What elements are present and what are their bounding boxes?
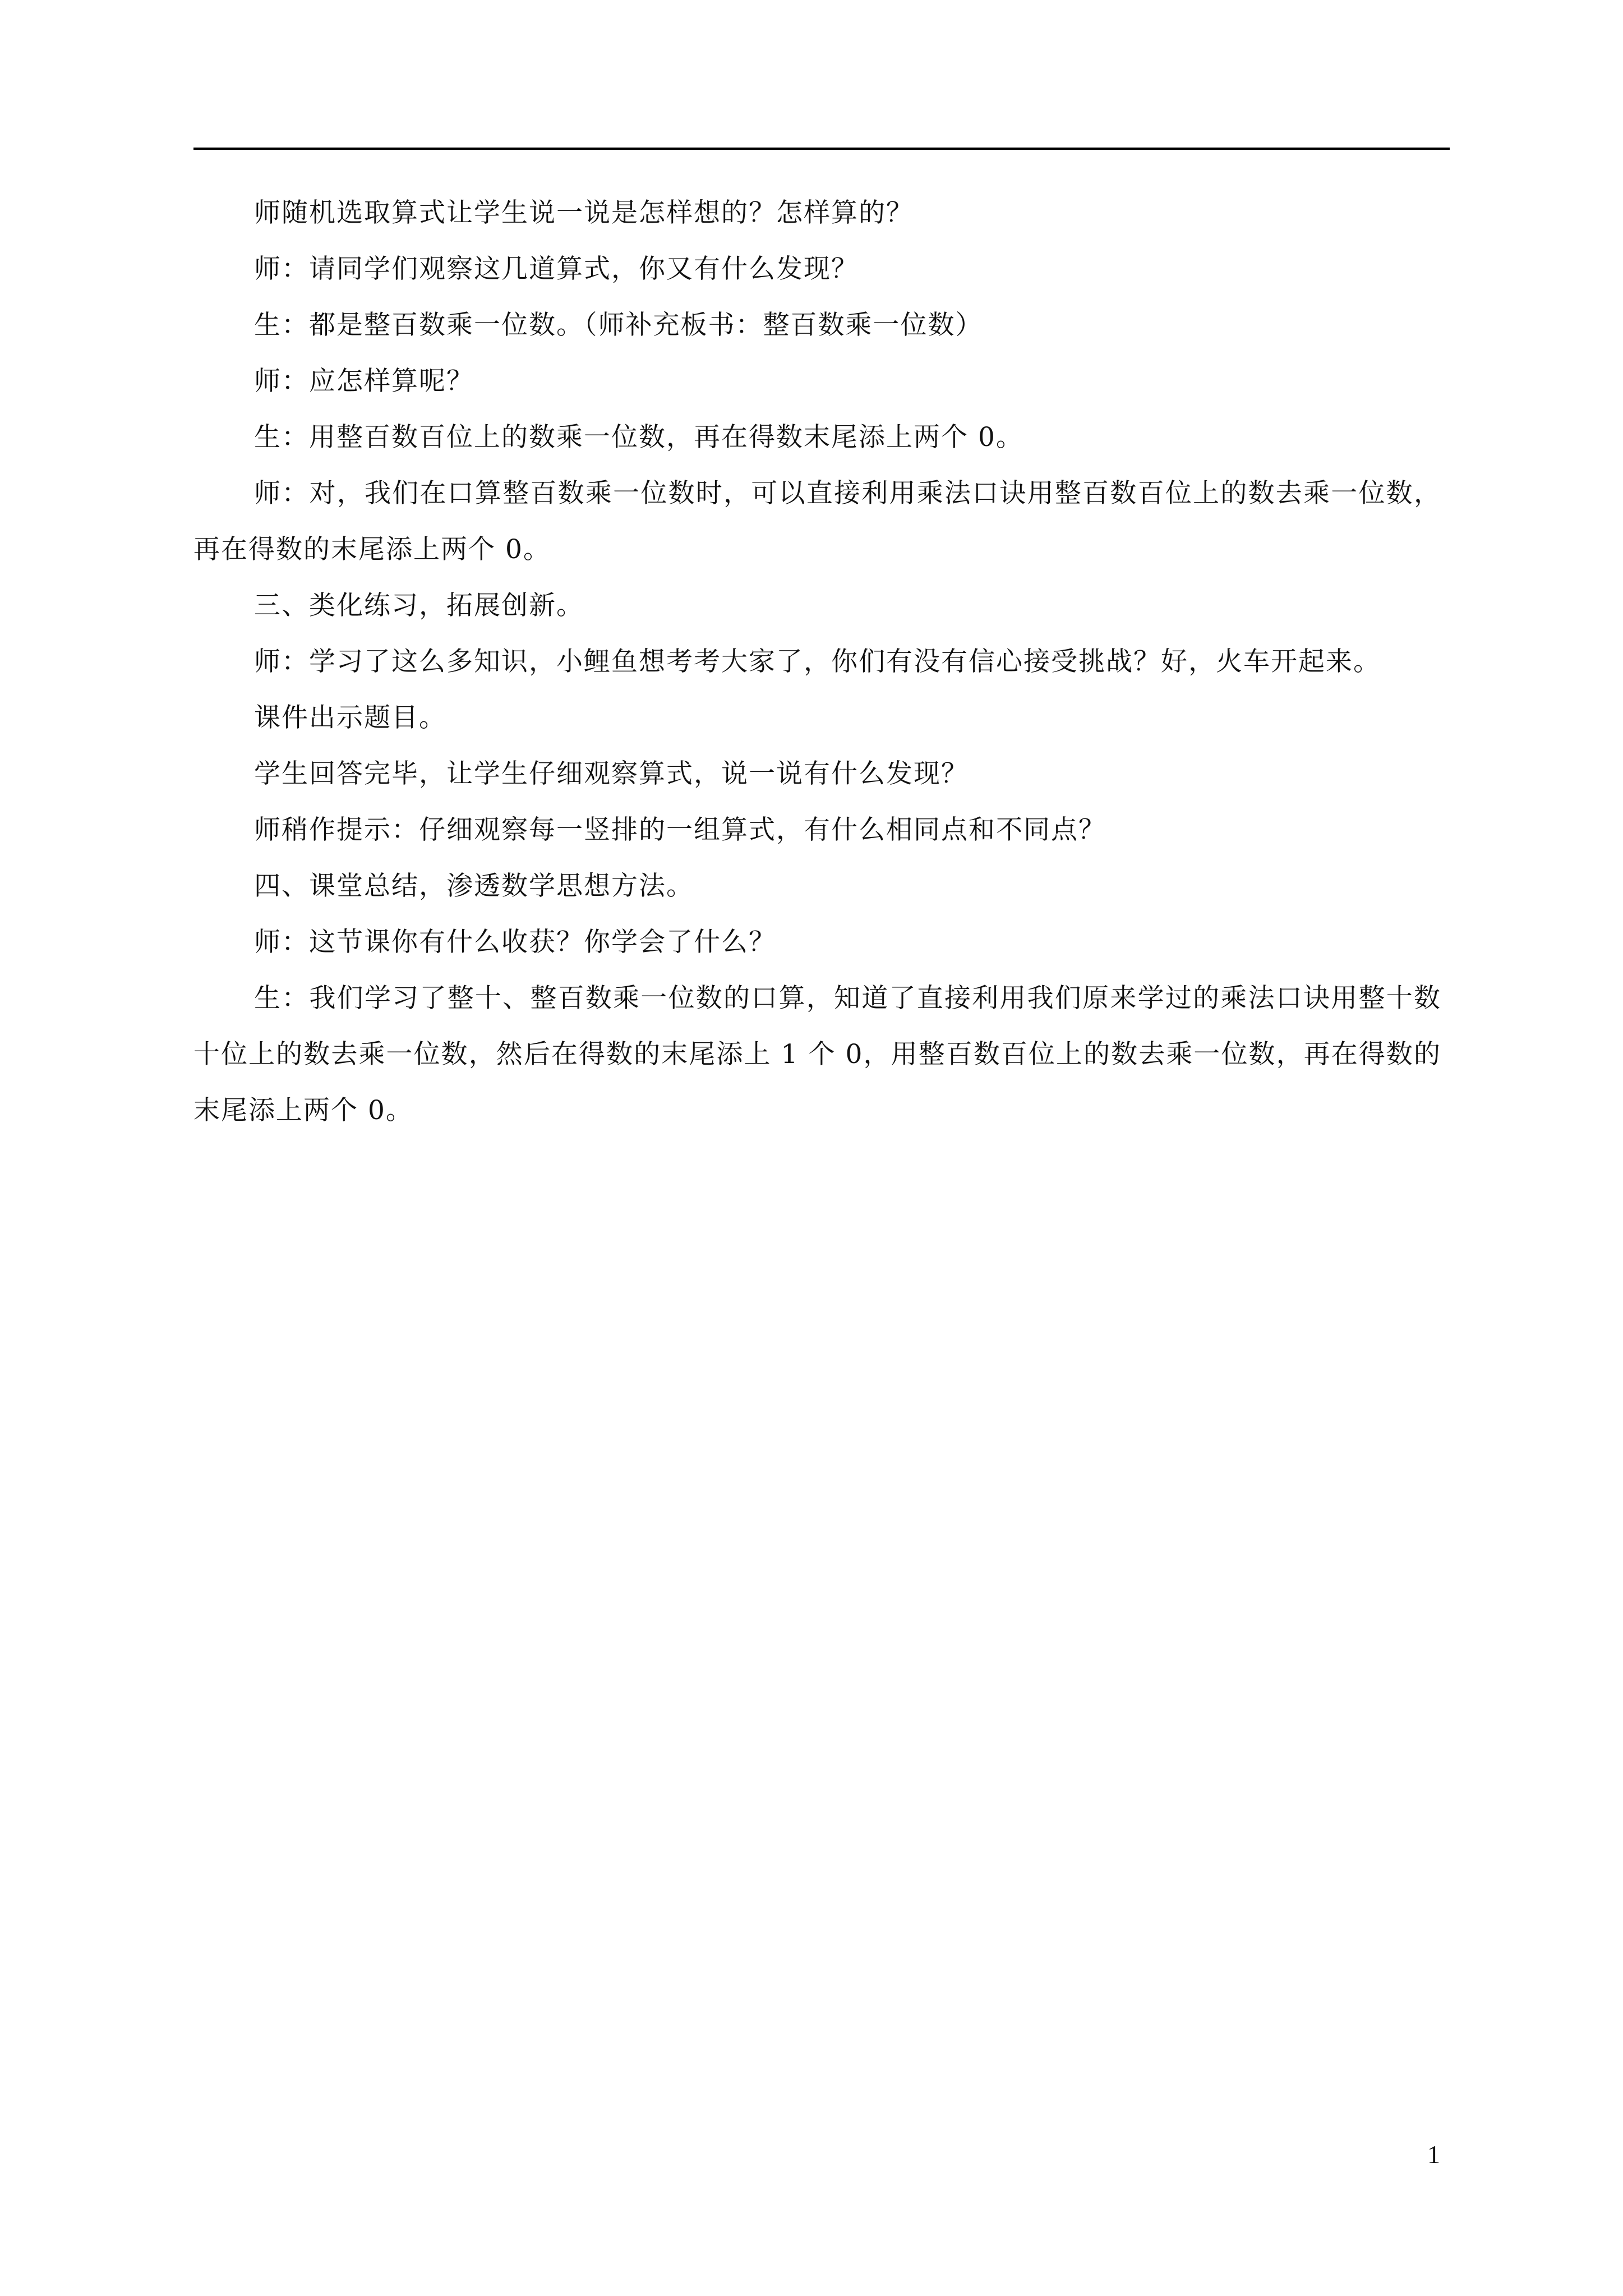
document-body (193, 185, 1441, 1139)
paragraph: 师：对，我们在口算整百数乘一位数时，可以直接利用乘法口诀用整百数百位上的数去乘一位数，再在得数的末尾添上两个 0。 (193, 478, 1441, 565)
page-number: 1 (1427, 2140, 1440, 2169)
paragraph: 师：请同学们观察这几道算式，你又有什么发现？ (254, 254, 859, 284)
paragraph: 师：学习了这么多知识，小鲤鱼想考考大家了，你们有没有信心接受挑战？好，火车开起来。 (254, 646, 1381, 677)
paragraph: 生：我们学习了整十、整百数乘一位数的口算，知道了直接利用我们原来学过的乘法口诀用整十数十位上的数去乘一位数，然后在得数的末尾添上 1 个 0，用整百数百位上的数去乘一位数，再在得数的末尾添上两个 0。 (193, 983, 1441, 1126)
paragraph: 生：都是整百数乘一位数。（师补充板书：整百数乘一位数） (254, 310, 983, 341)
paragraph: 生：用整百数百位上的数乘一位数，再在得数末尾添上两个 0。 (254, 422, 1023, 453)
section-heading: 四、课堂总结，渗透数学思想方法。 (254, 871, 694, 901)
paragraph: 课件出示题目。 (254, 702, 446, 733)
paragraph: 师随机选取算式让学生说一说是怎样想的？怎样算的？ (254, 197, 914, 228)
header-rule (193, 148, 1450, 150)
paragraph: 师：这节课你有什么收获？你学会了什么？ (254, 927, 776, 958)
paragraph: 学生回答完毕，让学生仔细观察算式，说一说有什么发现？ (254, 758, 969, 789)
section-heading: 三、类化练习，拓展创新。 (254, 590, 584, 621)
paragraph: 师：应怎样算呢？ (254, 366, 474, 397)
paragraph: 师稍作提示：仔细观察每一竖排的一组算式，有什么相同点和不同点？ (254, 815, 1106, 845)
